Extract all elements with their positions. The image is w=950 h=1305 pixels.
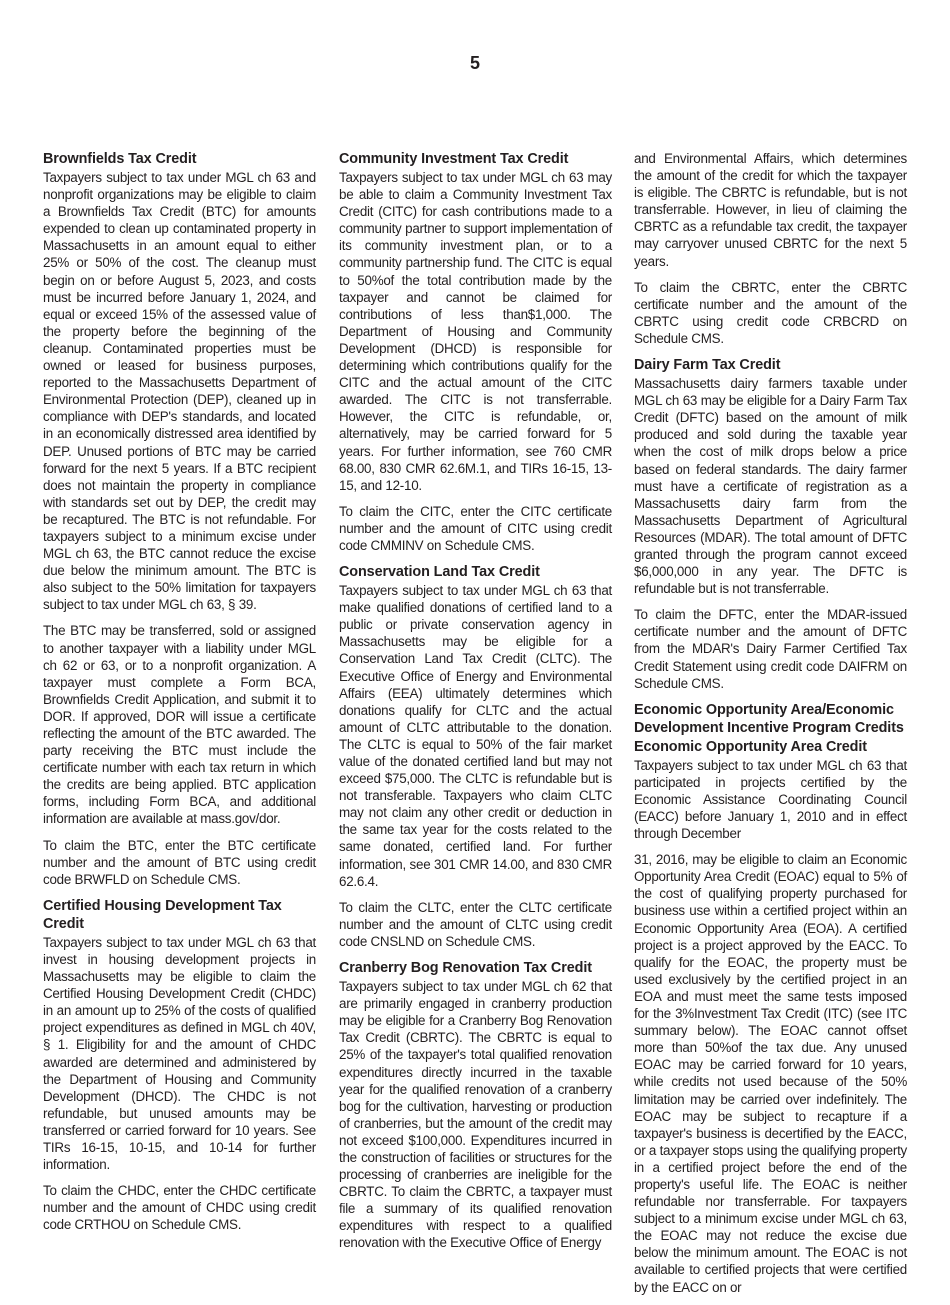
- section-eoa-credit: [634, 738, 907, 1296]
- section-heading: Economic Opportunity Area Credit: [634, 738, 867, 755]
- section-heading: Dairy Farm Tax Credit: [634, 357, 781, 374]
- paragraph: Massachusetts dairy farmers taxable under MGL ch 63 may be eligible for a Dairy Farm Tax Credit (DFTC) based on the amount of milk produced and sold during the taxable year when the cost of milk drops below a price based on federal standards. The dairy farmer must have a certificate of registration as a Massachusetts dairy farm from the Massachusetts Department of Agricultural Resources (MDAR). The total amount of DFTC granted through the program cannot exceed $6,000,000 in any year. The DFTC is refundable but is not transferrable.: [634, 376, 907, 597]
- paragraph: Taxpayers subject to tax under MGL ch 62 that are primarily engaged in cranberry production may be eligible for a Cranberry Bog Renovation Tax Credit (CBRTC). The CBRTC is equal to 25% of the taxpayer's total qualified renovation expenditures directly incurred in the taxable year for the qualified renovation of a cranberry bog for the cultivation, harvesting or production of cranberries, but the amount of the credit may not exceed $100,000. Expenditures incurred in the construction of facilities or structures for the processing of cranberries are ineligible for the CBRTC. To claim the CBRTC, a taxpayer must file a summary of its qualified renovation expenditures with respect to a qualified renovation with the Executive Office of Energy: [339, 979, 612, 1251]
- paragraph: To claim the DFTC, enter the MDAR-issued certificate number and the amount of DFTC from the MDAR's Dairy Farmer Certified Tax Credit Statement using credit code DAIFRM on Schedule CMS.: [634, 607, 907, 691]
- section-dairy-farm: [634, 356, 907, 692]
- column-3: [634, 150, 907, 1305]
- section-heading: Conservation Land Tax Credit: [339, 564, 540, 581]
- paragraph: 31, 2016, may be eligible to claim an Economic Opportunity Area Credit (EOAC) equal to 5% of the cost of qualifying property purchased for business use within a certified project within an Economic Opportunity Area (EOA). A certified project is a project approved by the EACC. To qualify for the EOAC, the property must be used exclusively by the certified project in an EOA and must meet the same tests imposed for the 3%Investment Tax Credit (ITC) (see ITC summary below). The EOAC cannot offset more than 50%of the tax due. Any unused EOAC may be carried forward for 10 years, while credits not used because of the 50% limitation may be carried over indefinitely. The EOAC may be subject to recapture if a taxpayer's business is decertified by the EACC, or a taxpayer stops using the qualifying property in a certified project before the end of the property's useful life. The EOAC is neither refundable nor transferrable. For taxpayers subject to a minimum excise under MGL ch 63, the EOAC may not reduce the excise due below the minimum amount. The EOAC is not available to certified projects that were certified by the EACC on or: [634, 852, 907, 1295]
- section-community-investment: [339, 150, 612, 554]
- section-conservation-land: [339, 563, 612, 950]
- section-heading: Economic Opportunity Area/Economic Development Incentive Program Credits: [634, 701, 904, 736]
- section-eoa-edip: [634, 701, 907, 737]
- section-heading: Certified Housing Development Tax Credit: [43, 897, 282, 932]
- paragraph: Taxpayers subject to tax under MGL ch 63 that invest in housing development projects in Massachusetts may be eligible to claim the Certified Housing Development Credit (CHDC) in an amount up to 25% of the costs of qualified project expenditures as defined in MGL ch 40V, § 1. Eligibility for and the amount of CHDC awarded are determined and administered by the Department of Housing and Community Development (DHCD). The CHDC is not refundable, but unused amounts may be transferred or carried forward for 10 years. See TIRs 16-15, 10-15, and 10-14 for further information.: [43, 934, 316, 1173]
- paragraph: Taxpayers subject to tax under MGL ch 63 may be able to claim a Community Investment Tax Credit (CITC) for cash contributions made to a community partner to support implementation of its community investment plan, or to a community partnership fund. The CITC is equal to 50%of the total contribution made by the taxpayer and cannot be claimed for contributions of less than$1,000. The Department of Housing and Community Development (DHCD) is responsible for determining which contributions qualify for the CITC and the actual amount of the CITC awarded. The CITC is not transferrable. However, the CITC is refundable, or, alternatively, may be carried forward for 5 years. For further information, see 760 CMR 68.00, 830 CMR 62.6M.1, and TIRs 16-15, 13-15, and 12-10.: [339, 170, 612, 493]
- paragraph: and Environmental Affairs, which determines the amount of the credit for which the taxpayer is eligible. The CBRTC is refundable, but is not transferrable. However, in lieu of claiming the CBRTC as a refundable tax credit, the taxpayer may carryover unused CBRTC for the next 5 years.: [634, 151, 907, 269]
- paragraph: To claim the CITC, enter the CITC certificate number and the amount of CITC using credit code CMMINV on Schedule CMS.: [339, 503, 612, 553]
- page-number: 5: [469, 53, 480, 73]
- paragraph: Taxpayers subject to tax under MGL ch 63 and nonprofit organizations may be eligible to claim a Brownfields Tax Credit (BTC) for amounts expended to clean up contaminated property in Massachusetts in an amount equal to either 25% or 50% of the cost. The cleanup must begin on or before August 5, 2023, and costs must be incurred before January 1, 2024, and equal or exceed 15% of the assessed value of the property before the beginning of the cleanup. Contaminated properties must be owned or leased for business purposes, reported to the Massachusetts Department of Environmental Protection (DEP), cleaned up in compliance with DEP's standards, and located in an economically distressed area identified by DEP. Unused portions of BTC may be carried forward for the next 5 years. If a BTC recipient does not maintain the property in compliance with standards set out by DEP, the credit may be recaptured. The BTC is not refundable. For taxpayers subject to a minimum excise under MGL ch 63, the BTC cannot reduce the excise due below the minimum amount. The BTC is also subject to the 50% limitation for taxpayers subject to tax under MGL ch 63, § 39.: [43, 170, 316, 613]
- paragraph: To claim the CLTC, enter the CLTC certificate number and the amount of CLTC using credit code CNSLND on Schedule CMS.: [339, 899, 612, 949]
- column-1: [43, 150, 316, 1242]
- paragraph: To claim the CHDC, enter the CHDC certificate number and the amount of CHDC using credit code CRTHOU on Schedule CMS.: [43, 1183, 316, 1233]
- section-cranberry-continued: [634, 150, 907, 347]
- column-2: [339, 150, 612, 1261]
- section-certified-housing: [43, 897, 316, 1234]
- section-cranberry-bog: [339, 959, 612, 1252]
- section-heading: Brownfields Tax Credit: [43, 151, 197, 167]
- paragraph: To claim the BTC, enter the BTC certificate number and the amount of BTC using credit code BRWFLD on Schedule CMS.: [43, 837, 316, 887]
- section-heading: Community Investment Tax Credit: [339, 151, 569, 167]
- paragraph: Taxpayers subject to tax under MGL ch 63 that make qualified donations of certified land to a public or private conservation agency in Massachusetts may be eligible for a Conservation Land Tax Credit (CLTC). The Executive Office of Energy and Environmental Affairs (EEA) ultimately determines which donations qualify for CLTC and the actual amount of CLTC attributable to the donation. The CLTC is equal to 50% of the fair market value of the donated certified land but may not exceed $75,000. The CLTC is refundable but is not transferable. Taxpayers who claim CLTC may not claim any other credit or deduction in the same tax year for the costs related to the same donated, certified land. For further information, see 301 CMR 14.00, and 830 CMR 62.6.4.: [339, 583, 612, 889]
- section-heading: Cranberry Bog Renovation Tax Credit: [339, 960, 592, 977]
- section-brownfields: [43, 150, 316, 888]
- paragraph: The BTC may be transferred, sold or assigned to another taxpayer with a liability under MGL ch 62 or 63, or to a nonprofit organization. A taxpayer must complete a Form BCA, Brownfields Credit Application, and submit it to DOR. If approved, DOR will issue a certificate reflecting the amount of the BTC awarded. The party receiving the BTC must include the certificate number with each tax return in which the credits are being applied. BTC application forms, including Form BCA, and additional information are available at mass.gov/dor.: [43, 623, 316, 827]
- paragraph: To claim the CBRTC, enter the CBRTC certificate number and the amount of the CBRTC using credit code CRBCRD on Schedule CMS.: [634, 279, 907, 346]
- paragraph: Taxpayers subject to tax under MGL ch 63 that participated in projects certified by the Economic Assistance Coordinating Council (EACC) before January 1, 2010 and in effect through December: [634, 757, 907, 842]
